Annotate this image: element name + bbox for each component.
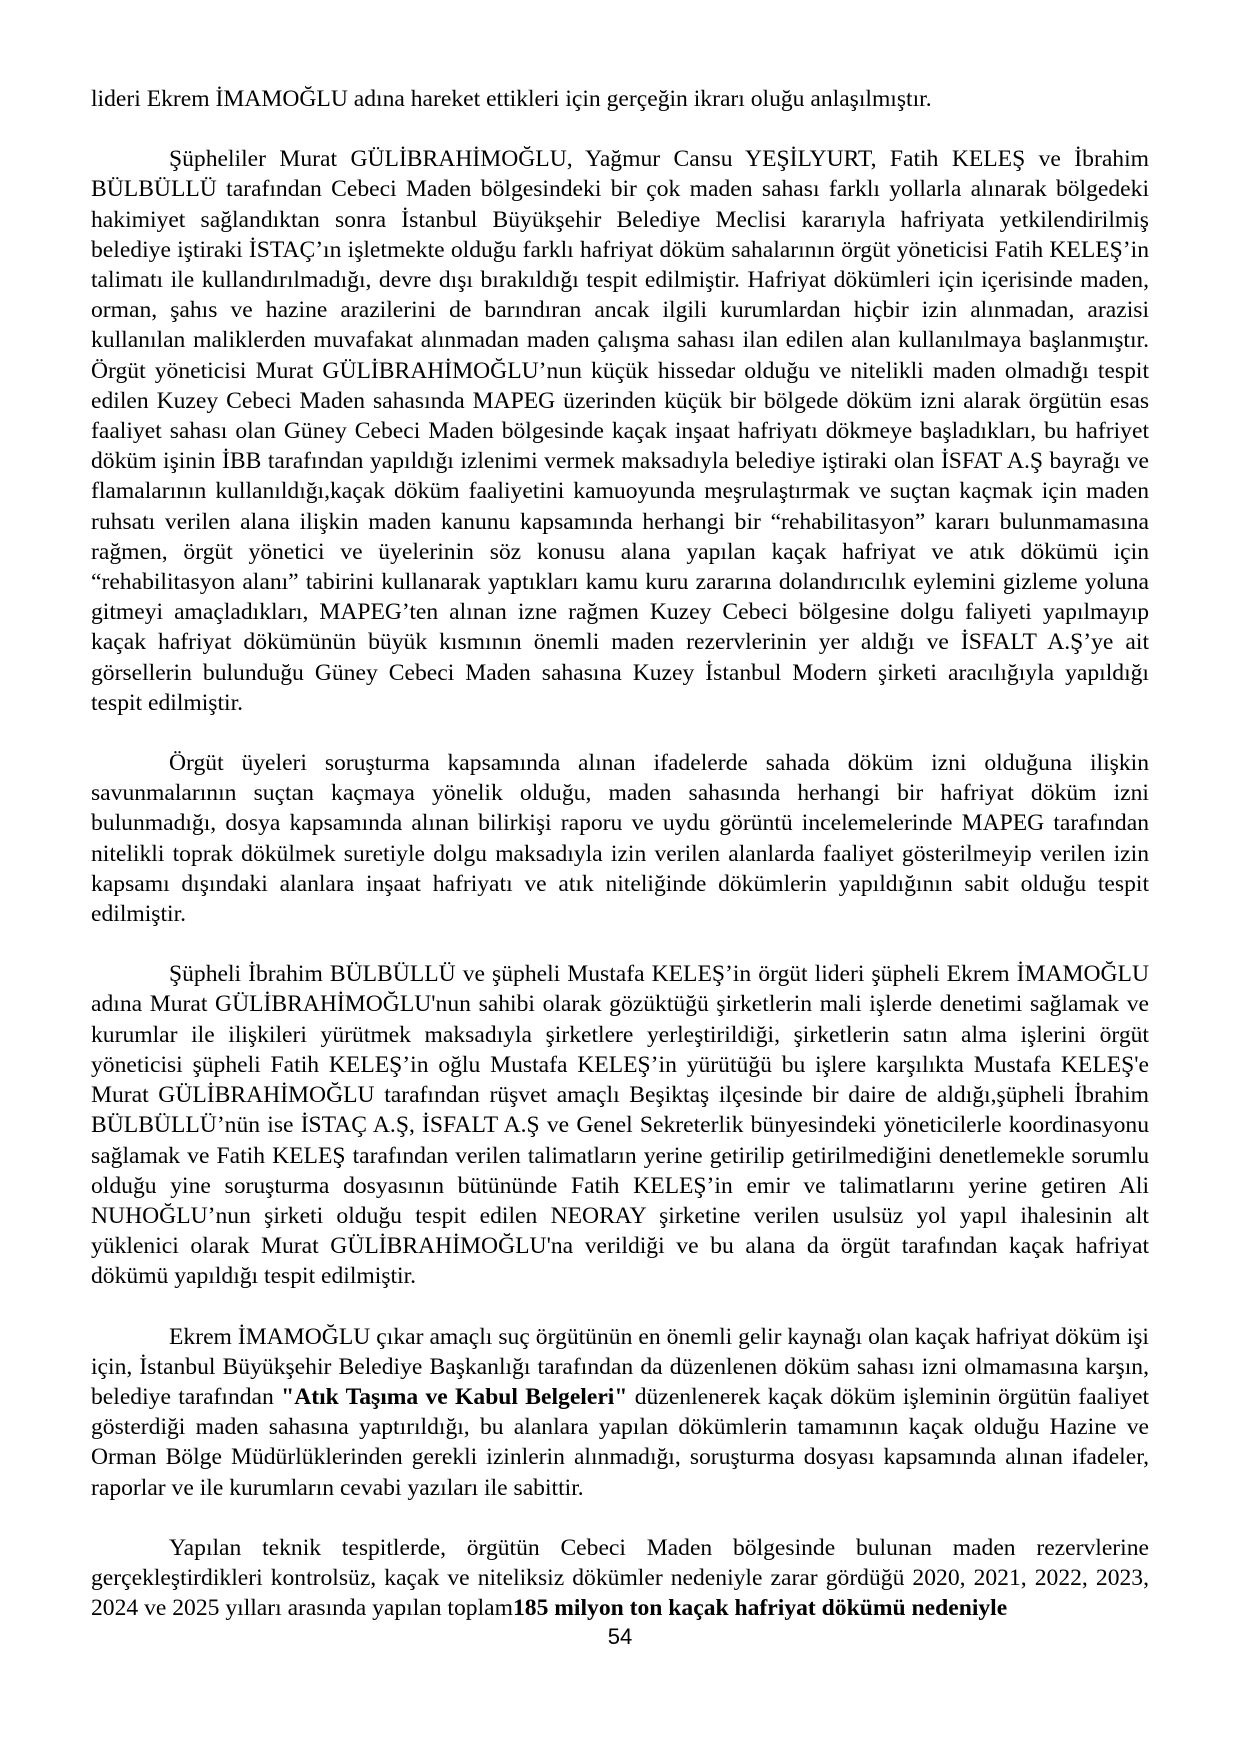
paragraph-5 bbox=[91, 1322, 1149, 1503]
paragraph-6-bold-text: 185 milyon ton kaçak hafriyat dökümü nedeniyle bbox=[512, 1595, 1008, 1622]
paragraph-4: Şüpheli İbrahim BÜLBÜLLÜ ve şüpheli Mustafa KELEŞ’in örgüt lideri şüpheli Ekrem İMAMOĞLU adına Murat GÜLİBRAHİMOĞLU'nun sahibi olarak gözüktüğü şirketlerin mali işlerde denetimi sağlamak ve kurumlar ile ilişkileri yürütmek maksadıyla şirketlere yerleştirildiği, şirketlerin satın alma işlerini örgüt yöneticisi şüpheli Fatih KELEŞ’in oğlu Mustafa KELEŞ’in yürütüğü bu işlere karşılıkta Mustafa KELEŞ'e Murat GÜLİBRAHİMOĞLU tarafından rüşvet amaçlı Beşiktaş ilçesinde bir daire de aldığı,şüpheli İbrahim BÜLBÜLLÜ’nün ise İSTAÇ A.Ş, İSFALT A.Ş ve Genel Sekreterlik bünyesindeki yöneticilerle koordinasyonu sağlamak ve Fatih KELEŞ tarafından verilen talimatların yerine getirilip getirilmediğini denetlemekle sorumlu olduğu yine soruşturma dosyasının bütününde Fatih KELEŞ’in emir ve talimatlarını yerine getiren Ali NUHOĞLU’nun şirketi olduğu tespit edilen NEORAY şirketine verilen usulsüz yol yapıl ihalesinin alt yüklenici olarak Murat GÜLİBRAHİMOĞLU'na verildiği ve bu alana da örgüt tarafından kaçak hafriyat dökümü yapıldığı tespit edilmiştir. bbox=[91, 961, 1149, 1290]
document-page bbox=[91, 84, 1149, 1623]
paragraph-1: lideri Ekrem İMAMOĞLU adına hareket ettikleri için gerçeğin ikrarı oluğu anlaşılmıştır. bbox=[91, 86, 932, 112]
paragraph-2: Şüpheliler Murat GÜLİBRAHİMOĞLU, Yağmur Cansu YEŞİLYURT, Fatih KELEŞ ve İbrahim BÜLBÜLLÜ tarafından Cebeci Maden bölgesindeki bir çok maden sahası farklı yollarla alınarak bölgedeki hakimiyet sağlandıktan sonra İstanbul Büyükşehir Belediye Meclisi kararıyla hafriyata yetkilendirilmiş belediye iştiraki İSTAÇ’ın işletmekte olduğu farklı hafriyat döküm sahalarının örgüt yöneticisi Fatih KELEŞ’in talimatı ile kullandırılmadığı, devre dışı bırakıldığı tespit edilmiştir. Hafriyat dökümleri için içerisinde maden, orman, şahıs ve hazine arazilerini de barındıran ancak ilgili kurumlardan hiçbir izin alınmadan, arazisi kullanılan maliklerden muvafakat alınmadan maden çalışma sahası ilan edilen alan kullanılmaya başlanmıştır. Örgüt yöneticisi Murat GÜLİBRAHİMOĞLU’nun küçük hissedar olduğu ve nitelikli maden olmadığı tespit edilen Kuzey Cebeci Maden sahasında MAPEG üzerinden küçük bir bölgede döküm izni alarak örgütün esas faaliyet sahası olan Güney Cebeci Maden bölgesinde kaçak inşaat hafriyatı dökmeye başladıkları, bu hafriyet döküm işinin İBB tarafından yapıldığı izlenimi vermek maksadıyla belediye iştiraki olan İSFAT A.Ş bayrağı ve flamalarının kullanıldığı,kaçak döküm faaliyetini kamuoyunda meşrulaştırmak ve suçtan kaçmak için maden ruhsatı verilen alana ilişkin maden kanunu kapsamında herhangi bir “rehabilitasyon” kararı bulunmamasına rağmen, örgüt yönetici ve üyelerinin söz konusu alana yapılan kaçak hafriyat ve atık dökümü için “rehabilitasyon alanı” tabirini kullanarak yaptıkları kamu kuru zararına dolandırıcılık eylemini gizleme yoluna gitmeyi amaçladıkları, MAPEG’ten alınan izne rağmen Kuzey Cebeci bölgesine dolgu faliyeti yapılmayıp kaçak hafriyat dökümünün büyük kısmının önemli maden rezervlerinin yer aldığı ve İSFALT A.Ş’ye ait görsellerin bulunduğu Güney Cebeci Maden sahasına Kuzey İstanbul Modern şirketi aracılığıyla yapıldığı tespit edilmiştir. bbox=[91, 146, 1149, 716]
paragraph-5-text-after: düzenlenerek kaçak döküm işleminin örgütün faaliyet gösterdiği maden sahasına yaptırıldığı, bu alanlara yapılan dökümlerin tamamının kaçak olduğu Hazine ve Orman Bölge Müdürlüklerinden gerekli izinlerin alınmadığı, soruşturma dosyası kapsamında alınan ifadeler, raporlar ve ile kurumların cevabi yazıları ile sabittir. bbox=[91, 1383, 1149, 1501]
paragraph-3: Örgüt üyeleri soruşturma kapsamında alınan ifadelerde sahada döküm izni olduğuna ilişkin savunmalarının suçtan kaçmaya yönelik olduğu, maden sahasında herhangi bir hafriyat döküm izni bulunmadığı, dosya kapsamında alınan bilirkişi raporu ve uydu görüntü incelemelerinde MAPEG tarafından nitelikli toprak dökülmek suretiyle dolgu maksadıyla izin verilen alanlarda faaliyet gösterilmeyip verilen izin kapsamı dışındaki alanlara inşaat hafriyatı ve atık niteliğinde dökümlerin yapıldığının sabit olduğu tespit edilmiştir. bbox=[91, 750, 1149, 928]
paragraph-6 bbox=[91, 1533, 1149, 1624]
page-number: 54 bbox=[607, 1624, 633, 1649]
paragraph-6-text-before: Yapılan teknik tespitlerde, örgütün Cebeci Maden bölgesinde bulunan maden rezervlerine gerçekleştirdikleri kontrolsüz, kaçak ve niteliksiz dökümler nedeniyle zarar gördüğü 2020, 2021, 2022, 2023, 2024 ve 2025 yılları arasında yapılan toplam bbox=[91, 1534, 1149, 1622]
paragraph-5-bold-text: "Atık Taşıma ve Kabul Belgeleri" bbox=[281, 1383, 628, 1410]
paragraph-5-text-before: Ekrem İMAMOĞLU çıkar amaçlı suç örgütünün en önemli gelir kaynağı olan kaçak hafriyat döküm işi için, İstanbul Büyükşehir Belediye Başkanlığı tarafından da düzenlenen döküm sahası izni olmamasına karşın, belediye tarafından bbox=[91, 1323, 1149, 1410]
